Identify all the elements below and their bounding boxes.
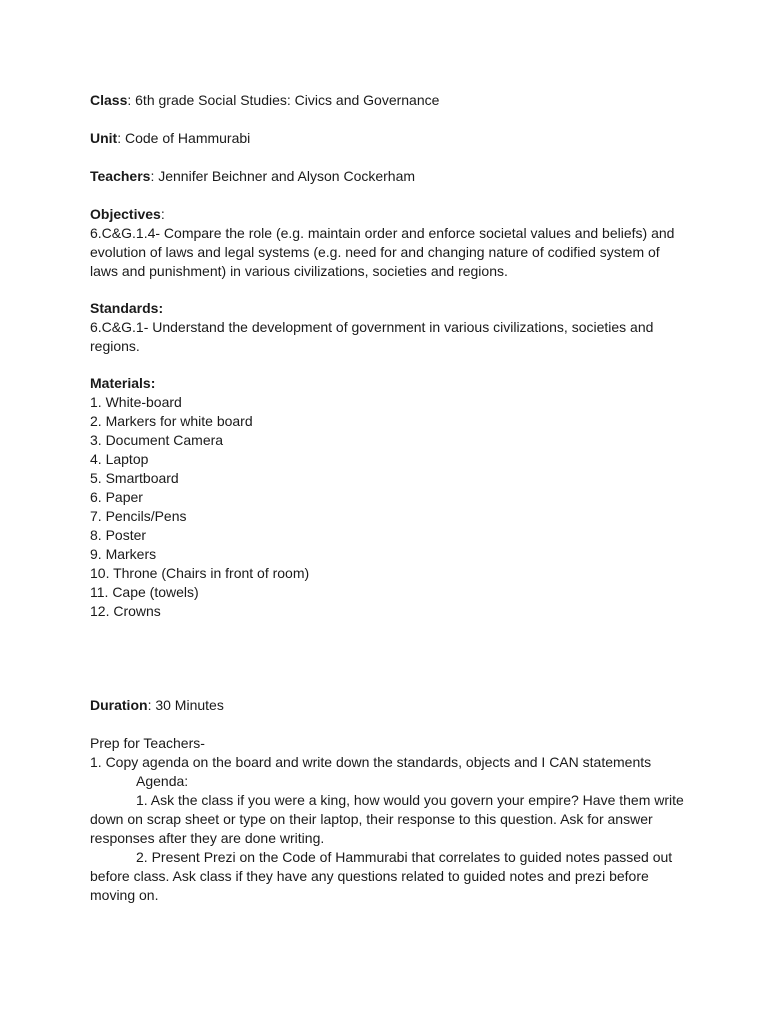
lesson-plan-document bbox=[90, 91, 690, 905]
materials-item: 3. Document Camera bbox=[90, 432, 224, 448]
agenda-label: Agenda: bbox=[136, 773, 189, 789]
agenda-item-2-line: before class. Ask class if they have any questions related to guided notes and prezi before bbox=[90, 868, 649, 884]
objectives-colon: : bbox=[160, 206, 165, 222]
objectives-label: Objectives bbox=[90, 206, 161, 222]
teachers-label: Teachers bbox=[90, 168, 151, 184]
standards-heading bbox=[90, 299, 690, 318]
unit-value: : Code of Hammurabi bbox=[117, 130, 251, 146]
materials-list bbox=[90, 393, 690, 621]
materials-item: 7. Pencils/Pens bbox=[90, 508, 187, 524]
teachers-value: : Jennifer Beichner and Alyson Cockerham bbox=[150, 168, 416, 184]
unit-line bbox=[90, 129, 690, 148]
objectives-text-line: laws and punishment) in various civilizations, societies and regions. bbox=[90, 263, 508, 279]
materials-item: 5. Smartboard bbox=[90, 470, 179, 486]
standards-text-line: regions. bbox=[90, 338, 140, 354]
prep-heading: Prep for Teachers- bbox=[90, 735, 205, 751]
standards-label: Standards: bbox=[90, 300, 164, 316]
objectives-text-line: 6.C&G.1.4- Compare the role (e.g. maintain order and enforce societal values and beliefs) and bbox=[90, 225, 675, 241]
standards-text-line: 6.C&G.1- Understand the development of government in various civilizations, societies and bbox=[90, 319, 654, 335]
class-line bbox=[90, 91, 690, 110]
duration-line bbox=[90, 696, 690, 715]
class-value: : 6th grade Social Studies: Civics and Governance bbox=[127, 92, 440, 108]
agenda-item-1-line: 1. Ask the class if you were a king, how would you govern your empire? Have them write bbox=[136, 792, 684, 808]
materials-item: 4. Laptop bbox=[90, 451, 149, 467]
agenda-item-1-line: down on scrap sheet or type on their laptop, their response to this question. Ask for answer bbox=[90, 811, 653, 827]
objectives-text-line: evolution of laws and legal systems (e.g. need for and changing nature of codified system of bbox=[90, 244, 660, 260]
materials-item: 1. White-board bbox=[90, 394, 182, 410]
agenda-item-2-line: 2. Present Prezi on the Code of Hammurabi that correlates to guided notes passed out bbox=[136, 849, 673, 865]
agenda-item-2-line: moving on. bbox=[90, 887, 159, 903]
unit-label: Unit bbox=[90, 130, 118, 146]
materials-item: 12. Crowns bbox=[90, 603, 161, 619]
duration-label: Duration bbox=[90, 697, 148, 713]
prep-step-1: 1. Copy agenda on the board and write down the standards, objects and I CAN statements bbox=[90, 754, 652, 770]
teachers-line bbox=[90, 167, 690, 186]
materials-item: 8. Poster bbox=[90, 527, 147, 543]
class-label: Class bbox=[90, 92, 128, 108]
materials-item: 2. Markers for white board bbox=[90, 413, 253, 429]
materials-item: 10. Throne (Chairs in front of room) bbox=[90, 565, 310, 581]
objectives-heading bbox=[90, 205, 690, 224]
materials-label: Materials: bbox=[90, 375, 156, 391]
materials-item: 6. Paper bbox=[90, 489, 143, 505]
duration-value: : 30 Minutes bbox=[147, 697, 224, 713]
materials-heading bbox=[90, 374, 690, 393]
materials-item: 11. Cape (towels) bbox=[90, 584, 199, 600]
materials-item: 9. Markers bbox=[90, 546, 157, 562]
agenda-item-1-line: responses after they are done writing. bbox=[90, 830, 325, 846]
